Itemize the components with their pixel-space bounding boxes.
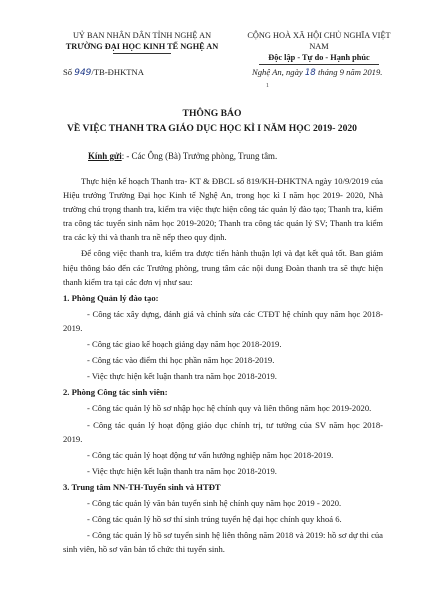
national-name: CỘNG HOÀ XÃ HỘI CHỦ NGHĨA VIỆT NAM	[247, 31, 391, 51]
document-type: THÔNG BÁO	[182, 108, 242, 119]
national-header	[238, 30, 400, 65]
motto-underline	[259, 64, 379, 65]
agency-parent-name: UỶ BAN NHÂN DÂN TỈNH NGHỆ AN	[72, 31, 212, 40]
recipient-text: : - Các Ông (Bà) Trưởng phòng, Trung tâm.	[121, 151, 278, 161]
document-body	[63, 174, 383, 558]
recipient-label: Kính gửi	[88, 151, 122, 161]
section-heading: 1. Phòng Quản lý đào tạo:	[63, 292, 159, 303]
doc-number-prefix: Số	[63, 67, 73, 77]
section-item: - Công tác quản lý hồ sơ thí sinh trúng tuyển hệ đại học chính quy khoá 6.	[87, 514, 342, 525]
section-heading: 2. Phòng Công tác sinh viên:	[63, 387, 168, 398]
doc-number-suffix: /TB-ĐHKTNA	[91, 67, 144, 77]
date-place: Nghệ An, ngày	[252, 67, 303, 77]
section-item: - Công tác quản lý hoạt động tư vấn hướng nghiệp năm học 2018-2019.	[87, 449, 334, 460]
section-item: - Việc thực hiện kết luận thanh tra năm học 2018-2019.	[87, 465, 277, 476]
document-subject: VỀ VIỆC THANH TRA GIÁO DỤC HỌC KÌ I NĂM HỌC 2019- 2020	[67, 123, 357, 134]
body-paragraph-1: Thực hiện kế hoạch Thanh tra- KT & ĐBCL số 819/KH-ĐHKTNA ngày 10/9/2019 của Hiệu trưởng Trường Đại học Kinh tế Nghệ An, trong học kì I năm học 2019- 2020, Nhà trường chú trọng thanh tra, kiểm tra việc thực hiện công tác quản lý đào tạo; Thanh tra, kiểm tra công tác tuyển sinh năm học 2019-2020; Thanh tra công tác quản lý SV; Thanh tra kiểm tra các kỳ thi và thanh tra nề nếp theo quy định.	[63, 176, 383, 243]
section-item: - Công tác quản lý hồ sơ tuyển sinh hệ liên thông năm 2018 và 2019: hồ sơ dự thi của sinh viên, hồ sơ văn bản tổ chức thi tuyển sinh.	[63, 530, 383, 555]
agency-header	[46, 30, 238, 54]
issue-date	[252, 67, 382, 78]
section-item: - Công tác quản lý hồ sơ nhập học hệ chính quy và liên thông năm học 2019-2020.	[87, 403, 372, 414]
section-item: - Công tác vào điểm thi học phần năm học 2018-2019.	[87, 355, 275, 366]
section-item: - Công tác quản lý hoạt động giáo dục chính trị, tư tưởng của SV năm học 2018-2019.	[63, 419, 383, 444]
date-month-year: tháng 9 năm 2019.	[317, 67, 383, 77]
doc-number-handwritten: 949	[74, 68, 92, 78]
body-paragraph-2: Để công việc thanh tra, kiểm tra được tiến hành thuận lợi và đạt kết quả tốt. Ban giám hiệu thông báo đến các Trưởng phòng, trung tâm các nội dung Đoàn thanh tra sẽ thực hiện thanh kiểm tra tại các đơn vị như sau:	[63, 248, 383, 287]
margin-mark: 1	[266, 83, 269, 89]
date-day-handwritten: 18	[304, 68, 316, 78]
section-item: - Công tác giao kế hoạch giảng dạy năm học 2018-2019.	[87, 339, 282, 350]
section-item: - Việc thực hiện kết luận thanh tra năm học 2018-2019.	[87, 371, 277, 382]
agency-underline	[113, 53, 171, 54]
section-heading: 3. Trung tâm NN-TH-Tuyển sinh và HTĐT	[63, 481, 221, 492]
document-number	[63, 67, 144, 78]
agency-name: TRƯỜNG ĐẠI HỌC KINH TẾ NGHỆ AN	[65, 42, 219, 51]
section-item: - Công tác quản lý văn bản tuyển sinh hệ chính quy năm học 2019 - 2020.	[87, 497, 342, 508]
recipient-line	[88, 151, 277, 161]
section-item: - Công tác xây dựng, đánh giá và chỉnh sửa các CTĐT hệ chính quy năm học 2018-2019.	[63, 308, 383, 333]
national-motto: Độc lập - Tự do - Hạnh phúc	[268, 53, 370, 62]
